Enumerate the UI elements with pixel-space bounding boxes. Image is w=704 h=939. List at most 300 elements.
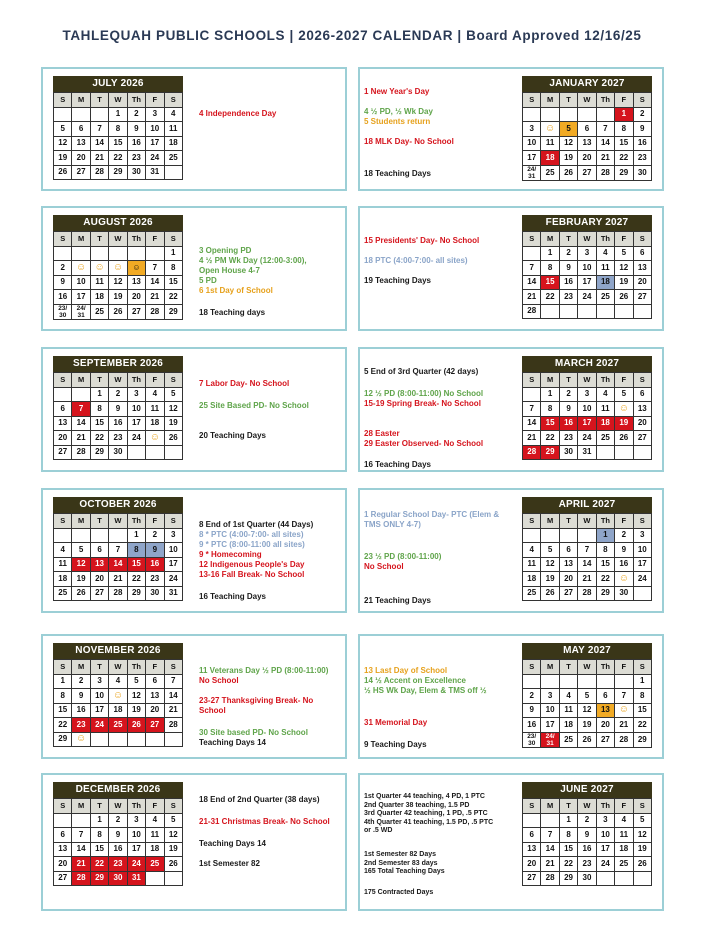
day-cell: 23 bbox=[578, 857, 596, 872]
calendar-note: 5 Students return bbox=[364, 117, 431, 126]
weekday-header: W bbox=[109, 514, 127, 529]
week-row bbox=[54, 857, 183, 872]
day-cell: 1 bbox=[541, 387, 559, 402]
day-cell: 2 bbox=[127, 107, 145, 122]
week-row bbox=[54, 572, 183, 587]
week-row bbox=[54, 261, 183, 276]
day-cell: 19 bbox=[164, 842, 182, 857]
day-cell: 2 bbox=[615, 528, 633, 543]
day-cell: 28 bbox=[578, 586, 596, 601]
day-cell bbox=[72, 246, 90, 261]
weekday-header: M bbox=[541, 373, 559, 388]
day-cell: 13 bbox=[578, 136, 596, 151]
calendar-note: 8 End of 1st Quarter (44 Days) bbox=[199, 520, 314, 529]
day-cell: 31 bbox=[578, 445, 596, 460]
weekday-header: Th bbox=[596, 514, 614, 529]
day-cell: 4 bbox=[146, 387, 164, 402]
day-cell: 27 bbox=[523, 871, 541, 886]
week-row bbox=[523, 402, 652, 417]
day-cell: 8 bbox=[164, 261, 182, 276]
day-cell: 24 bbox=[633, 572, 651, 587]
day-cell: 17 bbox=[578, 275, 596, 290]
day-cell: 27 bbox=[633, 290, 651, 305]
day-cell: 11 bbox=[596, 261, 614, 276]
day-cell: 26 bbox=[615, 431, 633, 446]
day-cell: 10 bbox=[578, 261, 596, 276]
week-row bbox=[523, 572, 652, 587]
day-cell: 14 bbox=[578, 557, 596, 572]
weekday-header: F bbox=[146, 232, 164, 247]
day-cell: 29 bbox=[559, 871, 577, 886]
month-calendar bbox=[53, 497, 183, 601]
day-cell: 25 bbox=[596, 431, 614, 446]
day-cell: 12 bbox=[164, 402, 182, 417]
month-title: SEPTEMBER 2026 bbox=[53, 356, 183, 372]
day-cell: 31 bbox=[146, 165, 164, 180]
day-cell: 22 bbox=[127, 572, 145, 587]
day-cell: 21 bbox=[578, 572, 596, 587]
day-cell: 24/ 31 bbox=[72, 304, 90, 319]
day-cell: 21 bbox=[146, 290, 164, 305]
weekday-header: Th bbox=[127, 93, 145, 108]
week-row bbox=[54, 304, 183, 319]
day-cell: 15 bbox=[633, 703, 651, 718]
day-cell: 29 bbox=[90, 871, 108, 886]
day-cell: 21 bbox=[523, 431, 541, 446]
day-cell: 31 bbox=[127, 871, 145, 886]
day-cell: 21 bbox=[615, 718, 633, 733]
day-cell: 8 bbox=[541, 261, 559, 276]
day-cell: 14 bbox=[72, 842, 90, 857]
week-row bbox=[523, 122, 652, 137]
weekday-header: S bbox=[523, 799, 541, 814]
day-cell: 21 bbox=[109, 572, 127, 587]
day-cell: 4 bbox=[164, 107, 182, 122]
day-cell: 18 bbox=[54, 572, 72, 587]
day-cell: 10 bbox=[127, 402, 145, 417]
day-cell bbox=[596, 304, 614, 319]
weekday-header: S bbox=[633, 373, 651, 388]
day-cell: 22 bbox=[541, 290, 559, 305]
smiley-icon: ☺ bbox=[541, 122, 559, 137]
day-grid bbox=[53, 372, 183, 460]
day-cell: 25 bbox=[109, 718, 127, 733]
weekday-header: M bbox=[72, 660, 90, 675]
day-cell bbox=[109, 246, 127, 261]
day-cell: 18 bbox=[541, 151, 559, 166]
calendar-note: 7 Labor Day- No School bbox=[199, 379, 290, 388]
month-calendar bbox=[53, 643, 183, 747]
day-cell: 10 bbox=[633, 543, 651, 558]
day-grid bbox=[522, 231, 652, 319]
month-panel-november bbox=[41, 634, 347, 759]
calendar-note: 12 ½ PD (8:00-11:00) No School bbox=[364, 389, 484, 398]
day-cell: 7 bbox=[541, 828, 559, 843]
day-cell: 22 bbox=[615, 151, 633, 166]
month-panel-march bbox=[358, 347, 664, 472]
smiley-icon: ☺ bbox=[127, 261, 145, 276]
smiley-icon: ☺ bbox=[615, 703, 633, 718]
day-cell bbox=[72, 387, 90, 402]
day-cell: 14 bbox=[523, 416, 541, 431]
week-row bbox=[523, 275, 652, 290]
calendar-note: 30 Site based PD- No School bbox=[199, 728, 308, 737]
weekday-header: S bbox=[633, 660, 651, 675]
day-cell: 26 bbox=[633, 857, 651, 872]
weekday-header: F bbox=[615, 799, 633, 814]
calendar-note: 9 * PTC (8:00-11:00 all sites) bbox=[199, 540, 305, 549]
month-title: DECEMBER 2026 bbox=[53, 782, 183, 798]
day-cell: 22 bbox=[633, 718, 651, 733]
day-cell: 13 bbox=[633, 402, 651, 417]
week-row bbox=[54, 122, 183, 137]
day-cell: 17 bbox=[146, 136, 164, 151]
weekday-header: S bbox=[164, 799, 182, 814]
week-row bbox=[523, 842, 652, 857]
day-cell bbox=[541, 107, 559, 122]
day-cell: 21 bbox=[72, 857, 90, 872]
calendar-note: Teaching Days 14 bbox=[199, 839, 266, 848]
calendar-note: 18 End of 2nd Quarter (38 days) bbox=[199, 795, 320, 804]
day-cell: 3 bbox=[523, 122, 541, 137]
week-row bbox=[54, 290, 183, 305]
day-cell: 18 bbox=[596, 275, 614, 290]
day-cell: 1 bbox=[54, 674, 72, 689]
week-row bbox=[54, 813, 183, 828]
day-cell: 9 bbox=[72, 689, 90, 704]
month-calendar bbox=[522, 356, 652, 460]
smiley-icon: ☺ bbox=[615, 402, 633, 417]
day-cell: 26 bbox=[164, 431, 182, 446]
day-cell: 17 bbox=[523, 151, 541, 166]
week-row bbox=[523, 703, 652, 718]
day-cell: 2 bbox=[559, 246, 577, 261]
week-row bbox=[54, 431, 183, 446]
day-cell: 12 bbox=[164, 828, 182, 843]
weekday-header: S bbox=[54, 799, 72, 814]
day-cell: 20 bbox=[54, 431, 72, 446]
day-cell: 17 bbox=[72, 290, 90, 305]
day-cell: 7 bbox=[615, 689, 633, 704]
day-cell: 16 bbox=[146, 557, 164, 572]
day-cell: 25 bbox=[523, 586, 541, 601]
day-cell: 1 bbox=[109, 107, 127, 122]
day-cell bbox=[54, 387, 72, 402]
day-cell: 23 bbox=[109, 431, 127, 446]
day-cell: 11 bbox=[90, 275, 108, 290]
day-cell: 5 bbox=[164, 813, 182, 828]
day-cell: 28 bbox=[109, 586, 127, 601]
weekday-header: T bbox=[90, 373, 108, 388]
week-row bbox=[523, 151, 652, 166]
day-cell: 15 bbox=[90, 416, 108, 431]
day-cell: 22 bbox=[90, 857, 108, 872]
day-cell: 20 bbox=[72, 151, 90, 166]
weekday-header: F bbox=[615, 373, 633, 388]
day-cell: 5 bbox=[541, 543, 559, 558]
calendar-note: 21-31 Christmas Break- No School bbox=[199, 817, 330, 826]
day-cell: 17 bbox=[127, 416, 145, 431]
day-cell: 2 bbox=[146, 528, 164, 543]
day-cell: 17 bbox=[127, 842, 145, 857]
week-row bbox=[54, 387, 183, 402]
day-cell: 19 bbox=[578, 718, 596, 733]
calendar-note: 4 Independence Day bbox=[199, 109, 277, 118]
week-row bbox=[523, 871, 652, 886]
month-title: JULY 2026 bbox=[53, 76, 183, 92]
week-row bbox=[523, 246, 652, 261]
day-cell: 4 bbox=[596, 387, 614, 402]
day-cell: 9 bbox=[633, 122, 651, 137]
calendar-note: 1st Semester 82 bbox=[199, 859, 260, 868]
day-cell bbox=[559, 528, 577, 543]
calendar-note: 19 Teaching Days bbox=[364, 276, 431, 285]
day-cell: 5 bbox=[559, 122, 577, 137]
month-calendar bbox=[522, 782, 652, 886]
day-cell bbox=[541, 528, 559, 543]
day-cell: 27 bbox=[54, 871, 72, 886]
day-cell: 3 bbox=[596, 813, 614, 828]
month-title: AUGUST 2026 bbox=[53, 215, 183, 231]
day-cell bbox=[615, 871, 633, 886]
day-cell: 16 bbox=[109, 842, 127, 857]
day-cell: 27 bbox=[633, 431, 651, 446]
week-row bbox=[523, 290, 652, 305]
weekday-header: T bbox=[90, 93, 108, 108]
week-row bbox=[523, 689, 652, 704]
day-cell: 27 bbox=[90, 586, 108, 601]
day-cell bbox=[72, 528, 90, 543]
day-cell: 19 bbox=[633, 842, 651, 857]
day-cell: 12 bbox=[559, 136, 577, 151]
month-panel-may bbox=[358, 634, 664, 759]
day-cell: 5 bbox=[127, 674, 145, 689]
week-row bbox=[523, 387, 652, 402]
day-cell: 10 bbox=[72, 275, 90, 290]
day-cell: 14 bbox=[541, 842, 559, 857]
calendar-note: 21 Teaching Days bbox=[364, 596, 431, 605]
day-cell: 11 bbox=[615, 828, 633, 843]
weekday-header: T bbox=[90, 660, 108, 675]
weekday-header: M bbox=[72, 373, 90, 388]
day-cell bbox=[596, 674, 614, 689]
day-cell: 9 bbox=[109, 828, 127, 843]
day-cell: 17 bbox=[541, 718, 559, 733]
calendar-note: 12 Indigenous People's Day bbox=[199, 560, 305, 569]
day-cell bbox=[559, 674, 577, 689]
day-cell bbox=[523, 813, 541, 828]
day-cell: 11 bbox=[164, 122, 182, 137]
day-cell bbox=[109, 528, 127, 543]
day-cell bbox=[72, 813, 90, 828]
day-cell: 21 bbox=[596, 151, 614, 166]
day-cell: 16 bbox=[109, 416, 127, 431]
weekday-header: W bbox=[578, 232, 596, 247]
day-cell: 8 bbox=[559, 828, 577, 843]
week-row bbox=[523, 543, 652, 558]
week-row bbox=[54, 151, 183, 166]
calendar-note: 9 * Homecoming bbox=[199, 550, 262, 559]
day-cell bbox=[146, 871, 164, 886]
week-row bbox=[523, 261, 652, 276]
day-cell: 13 bbox=[72, 136, 90, 151]
week-row bbox=[523, 828, 652, 843]
day-cell: 1 bbox=[596, 528, 614, 543]
day-grid bbox=[53, 92, 183, 180]
week-row bbox=[54, 703, 183, 718]
day-cell: 1 bbox=[541, 246, 559, 261]
calendar-note: No School bbox=[199, 676, 239, 685]
day-cell: 23/ 30 bbox=[54, 304, 72, 319]
calendar-note: 3 Opening PD bbox=[199, 246, 252, 255]
day-cell bbox=[615, 445, 633, 460]
weekday-header: W bbox=[578, 93, 596, 108]
day-cell: 13 bbox=[596, 703, 614, 718]
day-cell: 7 bbox=[72, 828, 90, 843]
day-cell: 2 bbox=[523, 689, 541, 704]
day-cell: 15 bbox=[127, 557, 145, 572]
day-cell: 22 bbox=[90, 431, 108, 446]
day-cell: 3 bbox=[164, 528, 182, 543]
day-cell: 17 bbox=[90, 703, 108, 718]
day-cell: 18 bbox=[523, 572, 541, 587]
day-cell bbox=[146, 732, 164, 747]
day-grid bbox=[522, 659, 652, 748]
day-cell: 28 bbox=[72, 871, 90, 886]
day-cell: 30 bbox=[578, 871, 596, 886]
day-cell: 18 bbox=[164, 136, 182, 151]
week-row bbox=[54, 842, 183, 857]
day-cell: 28 bbox=[72, 445, 90, 460]
day-cell: 19 bbox=[109, 290, 127, 305]
day-cell: 4 bbox=[109, 674, 127, 689]
day-cell: 9 bbox=[559, 261, 577, 276]
day-cell: 9 bbox=[559, 402, 577, 417]
day-cell: 22 bbox=[559, 857, 577, 872]
calendar-note: 15-19 Spring Break- No School bbox=[364, 399, 481, 408]
day-cell: 16 bbox=[633, 136, 651, 151]
day-cell: 12 bbox=[541, 557, 559, 572]
weekday-header: F bbox=[615, 232, 633, 247]
week-row bbox=[523, 813, 652, 828]
day-cell: 25 bbox=[541, 165, 559, 180]
week-row bbox=[54, 674, 183, 689]
calendar-note: No School bbox=[364, 562, 404, 571]
day-cell: 1 bbox=[559, 813, 577, 828]
weekday-header: S bbox=[523, 514, 541, 529]
calendar-note: 6 1st Day of School bbox=[199, 286, 273, 295]
calendar-note: 4 ½ PD, ½ Wk Day bbox=[364, 107, 433, 116]
smiley-icon: ☺ bbox=[90, 261, 108, 276]
weekday-header: S bbox=[54, 373, 72, 388]
weekday-header: S bbox=[523, 373, 541, 388]
weekday-header: W bbox=[109, 660, 127, 675]
weekday-header: Th bbox=[127, 373, 145, 388]
day-cell: 5 bbox=[615, 387, 633, 402]
day-cell: 29 bbox=[54, 732, 72, 747]
day-cell bbox=[578, 528, 596, 543]
calendar-note: 16 Teaching Days bbox=[364, 460, 431, 469]
day-cell: 7 bbox=[109, 543, 127, 558]
weekday-header: W bbox=[109, 373, 127, 388]
day-cell: 28 bbox=[164, 718, 182, 733]
day-cell bbox=[54, 246, 72, 261]
day-cell bbox=[559, 107, 577, 122]
day-cell: 23 bbox=[109, 857, 127, 872]
day-cell: 20 bbox=[578, 151, 596, 166]
day-grid bbox=[522, 92, 652, 181]
weekday-header: S bbox=[633, 799, 651, 814]
day-cell: 6 bbox=[596, 689, 614, 704]
weekday-header: W bbox=[109, 799, 127, 814]
day-cell: 26 bbox=[54, 165, 72, 180]
day-cell: 10 bbox=[164, 543, 182, 558]
day-cell: 28 bbox=[615, 732, 633, 747]
day-cell: 10 bbox=[146, 122, 164, 137]
day-cell: 7 bbox=[523, 402, 541, 417]
calendar-note: 13-16 Fall Break- No School bbox=[199, 570, 305, 579]
week-row bbox=[523, 107, 652, 122]
weekday-header: Th bbox=[127, 514, 145, 529]
day-cell: 16 bbox=[559, 416, 577, 431]
week-row bbox=[54, 557, 183, 572]
day-cell: 26 bbox=[578, 732, 596, 747]
month-title: OCTOBER 2026 bbox=[53, 497, 183, 513]
week-row bbox=[523, 528, 652, 543]
day-cell: 20 bbox=[146, 703, 164, 718]
calendar-note: 1 New Year's Day bbox=[364, 87, 430, 96]
day-cell: 26 bbox=[615, 290, 633, 305]
weekday-header: F bbox=[146, 799, 164, 814]
day-cell: 10 bbox=[541, 703, 559, 718]
calendar-note: 28 Easter bbox=[364, 429, 400, 438]
weekday-header: T bbox=[90, 514, 108, 529]
day-cell: 8 bbox=[127, 543, 145, 558]
day-cell bbox=[541, 674, 559, 689]
day-cell bbox=[578, 107, 596, 122]
calendar-note: 23-27 Thanksgiving Break- No School bbox=[199, 696, 314, 715]
week-row bbox=[54, 828, 183, 843]
day-cell: 26 bbox=[127, 718, 145, 733]
day-cell: 29 bbox=[596, 586, 614, 601]
day-cell: 24 bbox=[596, 857, 614, 872]
day-cell: 27 bbox=[54, 445, 72, 460]
weekday-header: W bbox=[578, 373, 596, 388]
day-cell bbox=[164, 445, 182, 460]
month-calendar bbox=[522, 76, 652, 181]
day-cell: 8 bbox=[615, 122, 633, 137]
day-cell bbox=[633, 445, 651, 460]
day-cell bbox=[54, 813, 72, 828]
month-title: NOVEMBER 2026 bbox=[53, 643, 183, 659]
day-cell: 6 bbox=[633, 387, 651, 402]
week-row bbox=[54, 107, 183, 122]
month-title: JUNE 2027 bbox=[522, 782, 652, 798]
week-row bbox=[54, 246, 183, 261]
month-panel-august bbox=[41, 206, 347, 331]
weekday-header: Th bbox=[127, 660, 145, 675]
day-cell: 6 bbox=[54, 402, 72, 417]
day-cell: 30 bbox=[559, 445, 577, 460]
day-cell bbox=[90, 107, 108, 122]
day-cell: 19 bbox=[54, 151, 72, 166]
week-row bbox=[523, 136, 652, 151]
day-cell: 14 bbox=[596, 136, 614, 151]
day-cell: 19 bbox=[164, 416, 182, 431]
day-cell: 30 bbox=[146, 586, 164, 601]
week-row bbox=[523, 557, 652, 572]
day-cell: 1 bbox=[127, 528, 145, 543]
